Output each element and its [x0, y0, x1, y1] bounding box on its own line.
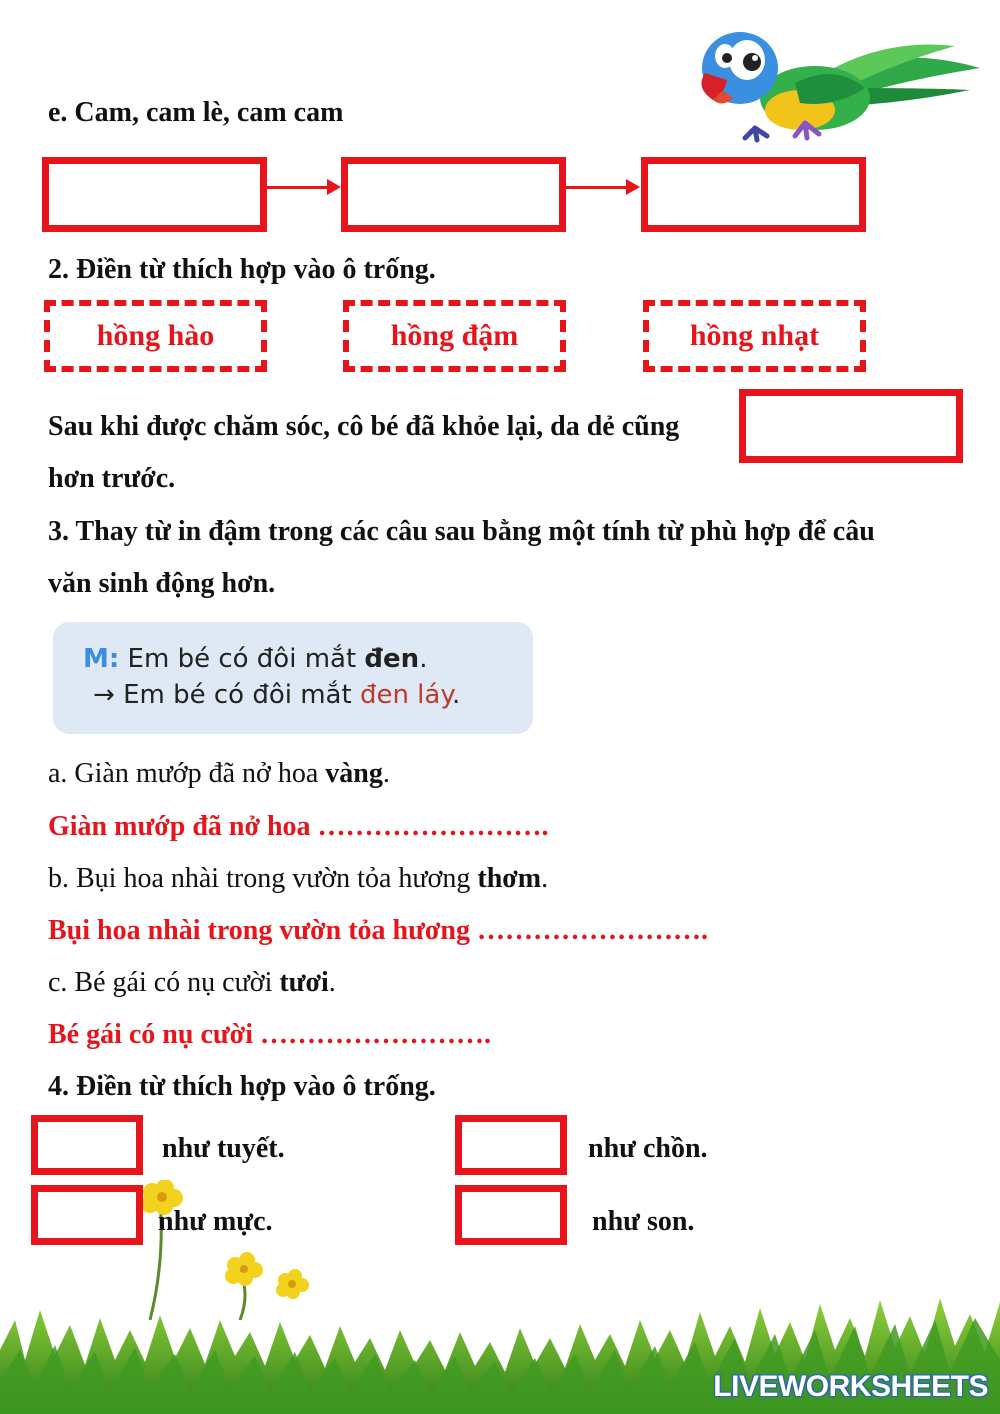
answer-box-e-2[interactable]	[341, 157, 566, 232]
example-line2-suffix: .	[452, 680, 461, 710]
question-2-title: 2. Điền từ thích hợp vào ô trống.	[48, 254, 436, 285]
prompt-suffix: .	[382, 758, 390, 789]
question-3a-answer-line[interactable]: Giàn mướp đã nở hoa …………………….	[48, 811, 549, 842]
question-3c-answer-line[interactable]: Bé gái có nụ cười …………………….	[48, 1019, 491, 1050]
question-2-sentence-part1: Sau khi được chăm sóc, cô bé đã khỏe lại, da dẻ cũng	[48, 411, 680, 442]
answer-box-q4-4[interactable]	[455, 1185, 567, 1245]
answer-box-q4-2[interactable]	[455, 1115, 567, 1175]
answer-box-q4-1[interactable]	[31, 1115, 143, 1175]
example-label: M:	[83, 644, 120, 674]
question-3b-prompt	[48, 862, 548, 896]
parrot-illustration	[695, 18, 985, 148]
prompt-bold-word: tươi	[279, 967, 329, 998]
example-box	[53, 622, 533, 734]
answer-box-q2[interactable]	[739, 389, 963, 463]
prompt-bold-word: vàng	[325, 758, 383, 789]
example-line-1	[83, 644, 427, 674]
answer-box-e-1[interactable]	[42, 157, 267, 232]
q4-item-3-label: như mực.	[158, 1206, 273, 1237]
q4-item-1-label: như tuyết.	[162, 1133, 285, 1164]
example-arrow-icon: →	[93, 680, 115, 710]
prompt-suffix: .	[328, 967, 336, 998]
prompt-text: a. Giàn mướp đã nở hoa	[48, 758, 326, 789]
arrow-connector-1	[267, 186, 329, 189]
prompt-suffix: .	[541, 863, 549, 894]
prompt-bold-word: thơm	[477, 863, 542, 894]
question-2-sentence-part2: hơn trước.	[48, 463, 176, 494]
q4-item-4-label: như son.	[592, 1206, 695, 1237]
section-e-title: e. Cam, cam lè, cam cam	[48, 97, 344, 128]
answer-box-e-3[interactable]	[641, 157, 866, 232]
question-3c-prompt	[48, 966, 336, 1000]
answer-box-q4-3[interactable]	[31, 1185, 143, 1245]
example-line-2	[93, 680, 460, 710]
q4-item-2-label: như chồn.	[588, 1133, 708, 1164]
example-line2-prefix: Em bé có đôi mắt	[123, 680, 360, 710]
word-option-hong-hao[interactable]: hồng hào	[44, 300, 267, 372]
word-option-hong-dam[interactable]: hồng đậm	[343, 300, 566, 372]
arrow-right-icon	[626, 179, 640, 195]
arrow-right-icon	[327, 179, 341, 195]
example-line1-bold: đen	[364, 644, 420, 674]
example-line1-prefix: Em bé có đôi mắt	[127, 644, 365, 674]
arrow-connector-2	[566, 186, 628, 189]
example-line1-suffix: .	[419, 644, 428, 674]
question-3a-prompt	[48, 757, 390, 791]
prompt-text: b. Bụi hoa nhài trong vườn tỏa hương	[48, 863, 478, 894]
example-line2-highlight: đen láy	[359, 680, 453, 710]
prompt-text: c. Bé gái có nụ cười	[48, 967, 280, 998]
question-3b-answer-line[interactable]: Bụi hoa nhài trong vườn tỏa hương …………………….	[48, 915, 708, 946]
question-3-title-line2: văn sinh động hơn.	[48, 568, 276, 599]
question-3-title-line1: 3. Thay từ in đậm trong các câu sau bằng một tính từ phù hợp để câu	[48, 516, 875, 547]
word-option-hong-nhat[interactable]: hồng nhạt	[643, 300, 866, 372]
liveworksheets-logo: LIVEWORKSHEETS	[713, 1370, 988, 1403]
question-4-title: 4. Điền từ thích hợp vào ô trống.	[48, 1071, 436, 1102]
